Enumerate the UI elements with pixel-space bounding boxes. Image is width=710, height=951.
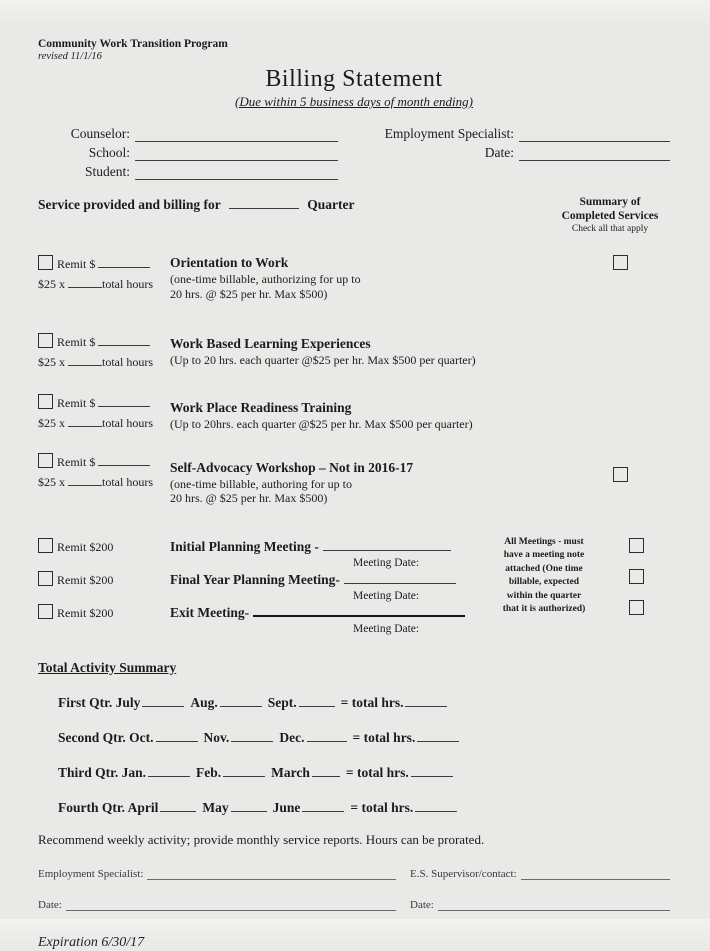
month-label: Aug. bbox=[190, 694, 218, 710]
remit-line bbox=[38, 604, 170, 621]
summary-of-completed-services bbox=[550, 195, 670, 234]
school-label: School: bbox=[88, 145, 130, 160]
prorate-note: Recommend weekly activity; provide monthly service reports. Hours can be prorated. bbox=[38, 831, 485, 847]
remit-amount-field[interactable] bbox=[98, 256, 150, 268]
remit-line bbox=[38, 453, 170, 470]
summary-note: Check all that apply bbox=[571, 224, 649, 234]
month-label: Feb. bbox=[196, 764, 222, 780]
month-hours-field[interactable] bbox=[223, 765, 265, 777]
supervisor-date-label: Date: bbox=[410, 898, 434, 911]
document-title: Billing Statement bbox=[265, 66, 443, 92]
rate-line bbox=[38, 354, 170, 370]
rate-line bbox=[38, 415, 170, 431]
student-field[interactable] bbox=[135, 166, 338, 180]
quarter-field[interactable] bbox=[229, 197, 299, 209]
es-signature-line[interactable] bbox=[147, 868, 396, 880]
meeting-remit-column bbox=[38, 538, 170, 637]
remit-checkbox[interactable] bbox=[38, 538, 53, 553]
signature-row-1 bbox=[38, 864, 670, 880]
remit-200-label: Remit $200 bbox=[57, 539, 114, 554]
quarter-label: Second Qtr. Oct. bbox=[58, 729, 154, 745]
summary-line-2: Completed Services bbox=[561, 210, 659, 222]
student-label: Student: bbox=[84, 164, 130, 179]
service-title: Self-Advocacy Workshop – Not in 2016-17 bbox=[170, 459, 414, 475]
quarter-label: First Qtr. July bbox=[58, 694, 141, 710]
month-label: Dec. bbox=[279, 729, 305, 745]
rate-pre: $25 x bbox=[38, 355, 65, 369]
month-label: Sept. bbox=[267, 694, 297, 710]
remit-label: Remit $ bbox=[57, 396, 96, 410]
meetings-note-line: that it is authorized) bbox=[502, 604, 586, 614]
remit-line bbox=[38, 333, 170, 350]
meeting-name-field[interactable] bbox=[253, 604, 465, 617]
total-hours-field[interactable] bbox=[417, 730, 459, 742]
remit-checkbox[interactable] bbox=[38, 604, 53, 619]
es-signature-field bbox=[38, 864, 396, 880]
meeting-date-label: Meeting Date: bbox=[353, 622, 420, 635]
total-hrs-label: = total hrs. bbox=[350, 799, 414, 815]
meeting-title: Initial Planning Meeting - bbox=[170, 538, 319, 554]
date-row bbox=[362, 142, 670, 161]
service-block-orientation bbox=[38, 255, 670, 301]
meeting-summary-checkboxes bbox=[600, 538, 670, 637]
rate-line bbox=[38, 276, 170, 292]
month-hours-field[interactable] bbox=[160, 800, 196, 812]
meeting-title-row bbox=[170, 571, 488, 589]
service-text-3 bbox=[170, 400, 613, 432]
meeting-date-label: Meeting Date: bbox=[353, 556, 420, 569]
rate-post: total hours bbox=[102, 474, 153, 489]
employment-specialist-field[interactable] bbox=[519, 128, 670, 142]
month-hours-field[interactable] bbox=[142, 695, 184, 707]
service-desc bbox=[170, 417, 613, 432]
summary-line-1: Summary of bbox=[579, 196, 641, 208]
rate-post: total hours bbox=[102, 277, 153, 291]
rate-pre: $25 x bbox=[38, 474, 65, 489]
supervisor-field bbox=[410, 864, 670, 880]
es-date-line[interactable] bbox=[66, 899, 396, 911]
service-billing-tail: Quarter bbox=[307, 197, 355, 212]
due-note: (Due within 5 business days of month ending) bbox=[235, 94, 473, 109]
service-title: Orientation to Work bbox=[170, 255, 289, 270]
supervisor-label: E.S. Supervisor/contact: bbox=[410, 867, 517, 880]
remit-checkbox[interactable] bbox=[38, 571, 53, 586]
total-hours-field[interactable] bbox=[415, 800, 457, 812]
month-hours-field[interactable] bbox=[156, 730, 198, 742]
hours-field[interactable] bbox=[68, 354, 102, 366]
month-hours-field[interactable] bbox=[231, 730, 273, 742]
meetings-note-line: billable, expected bbox=[508, 577, 580, 587]
service-title: Work Place Readiness Training bbox=[170, 400, 352, 415]
first-quarter-row bbox=[58, 695, 670, 711]
meeting-title-row bbox=[170, 604, 488, 622]
es-date-label: Date: bbox=[38, 898, 62, 911]
meeting-title: Exit Meeting- bbox=[170, 604, 250, 620]
third-quarter-row bbox=[58, 765, 670, 781]
month-label: June bbox=[272, 799, 301, 815]
meetings-note-line: within the quarter bbox=[506, 590, 582, 601]
service-remit-4 bbox=[38, 453, 170, 490]
fourth-quarter-row bbox=[58, 800, 670, 816]
meeting-name-field[interactable] bbox=[344, 572, 456, 584]
date-field[interactable] bbox=[519, 147, 670, 161]
service-desc-line: (Up to 20 hrs. each quarter @$25 per hr. Max $500 per quarter) bbox=[170, 353, 476, 367]
final-year-planning-meeting bbox=[170, 571, 488, 602]
summary-checkbox[interactable] bbox=[629, 569, 644, 584]
service-text-2 bbox=[170, 336, 613, 368]
rate-line bbox=[38, 474, 170, 490]
month-hours-field[interactable] bbox=[148, 765, 190, 777]
rate-post: total hours bbox=[102, 416, 153, 430]
rate-pre: $25 x bbox=[38, 416, 65, 430]
es-signature-label: Employment Specialist: bbox=[38, 867, 144, 880]
month-hours-field[interactable] bbox=[299, 695, 335, 707]
remit-line bbox=[38, 394, 170, 411]
summary-checkbox[interactable] bbox=[629, 538, 644, 553]
remit-amount-field[interactable] bbox=[98, 395, 150, 407]
hours-field[interactable] bbox=[68, 276, 102, 288]
remit-200-label: Remit $200 bbox=[57, 605, 114, 620]
info-fields bbox=[38, 123, 670, 180]
service-remit-1 bbox=[38, 255, 170, 292]
remit-checkbox[interactable] bbox=[38, 453, 53, 468]
service-desc bbox=[170, 353, 613, 368]
hours-field[interactable] bbox=[68, 474, 102, 486]
remit-checkbox[interactable] bbox=[38, 333, 53, 348]
service-text-1 bbox=[170, 255, 613, 301]
rate-pre: $25 x bbox=[38, 277, 65, 291]
service-desc-line: 20 hrs. @ $25 per hr. Max $500) bbox=[170, 286, 328, 301]
service-header bbox=[38, 197, 670, 234]
remit-line bbox=[38, 538, 170, 555]
meeting-name-field[interactable] bbox=[323, 539, 451, 551]
remit-line bbox=[38, 571, 170, 588]
summary-checkbox[interactable] bbox=[613, 255, 628, 270]
service-desc-line: 20 hrs. @ $25 per hr. Max $500) bbox=[170, 491, 328, 505]
remit-amount-field[interactable] bbox=[98, 454, 150, 466]
quarter-label: Fourth Qtr. April bbox=[58, 799, 159, 815]
service-desc bbox=[170, 272, 613, 301]
month-hours-field[interactable] bbox=[302, 800, 344, 812]
meetings-note-line: All Meetings - must bbox=[504, 536, 584, 547]
service-text-4 bbox=[170, 460, 613, 506]
summary-checkbox[interactable] bbox=[613, 467, 628, 482]
es-date-field bbox=[38, 895, 396, 911]
service-block-self-advocacy bbox=[38, 453, 670, 506]
remit-amount-field[interactable] bbox=[98, 334, 150, 346]
all-meetings-note bbox=[488, 536, 600, 637]
expiration-note: Expiration 6/30/17 bbox=[38, 934, 145, 950]
hours-field[interactable] bbox=[68, 415, 102, 427]
month-hours-field[interactable] bbox=[312, 765, 340, 777]
revision-note: revised 11/1/16 bbox=[38, 51, 102, 62]
total-hrs-label: = total hrs. bbox=[345, 764, 409, 780]
school-field[interactable] bbox=[135, 147, 338, 161]
info-left-column bbox=[38, 123, 338, 180]
total-hrs-label: = total hrs. bbox=[352, 729, 416, 745]
service-remit-2 bbox=[38, 333, 170, 370]
student-row bbox=[38, 161, 338, 180]
signature-row-2 bbox=[38, 895, 670, 911]
supervisor-date-field bbox=[410, 895, 670, 911]
total-activity-summary-heading: Total Activity Summary bbox=[38, 659, 177, 675]
month-label: March bbox=[271, 764, 310, 780]
service-desc-line: (Up to 20hrs. each quarter @$25 per hr. Max $500 per quarter) bbox=[170, 417, 473, 431]
counselor-field[interactable] bbox=[135, 128, 338, 142]
month-label: Nov. bbox=[203, 729, 230, 745]
counselor-label: Counselor: bbox=[70, 126, 130, 141]
second-quarter-row bbox=[58, 730, 670, 746]
service-block-readiness bbox=[38, 394, 670, 432]
initial-planning-meeting bbox=[170, 538, 488, 569]
service-title: Work Based Learning Experiences bbox=[170, 336, 371, 351]
quarter-label: Third Qtr. Jan. bbox=[58, 764, 147, 780]
program-title: Community Work Transition Program bbox=[38, 38, 228, 50]
service-desc-line: (one-time billable, authoring for up to bbox=[170, 476, 352, 491]
employment-specialist-label: Employment Specialist: bbox=[384, 126, 514, 141]
info-right-column bbox=[362, 123, 670, 180]
total-hours-field[interactable] bbox=[405, 695, 447, 707]
meetings-section bbox=[38, 538, 670, 637]
remit-label: Remit $ bbox=[57, 335, 96, 349]
month-hours-field[interactable] bbox=[307, 730, 347, 742]
service-block-work-based bbox=[38, 333, 670, 370]
month-label: May bbox=[202, 799, 229, 815]
remit-label: Remit $ bbox=[57, 257, 96, 271]
supervisor-line[interactable] bbox=[521, 868, 670, 880]
meetings-note-line: attached (One time bbox=[505, 563, 583, 574]
total-hours-field[interactable] bbox=[411, 765, 453, 777]
remit-label: Remit $ bbox=[57, 454, 96, 469]
total-hrs-label: = total hrs. bbox=[340, 694, 404, 710]
remit-200-label: Remit $200 bbox=[57, 572, 114, 587]
meeting-title-row bbox=[170, 538, 488, 556]
service-remit-3 bbox=[38, 394, 170, 431]
service-billing-lead: Service provided and billing for bbox=[38, 197, 221, 212]
exit-meeting bbox=[170, 604, 488, 635]
school-row bbox=[38, 142, 338, 161]
counselor-row bbox=[38, 123, 338, 142]
meeting-titles-column bbox=[170, 538, 488, 637]
summary-checkbox[interactable] bbox=[629, 600, 644, 615]
meetings-note-line: have a meeting note bbox=[503, 550, 585, 560]
meeting-title: Final Year Planning Meeting- bbox=[170, 571, 340, 587]
remit-checkbox[interactable] bbox=[38, 255, 53, 270]
remit-line bbox=[38, 255, 170, 272]
service-billing-line bbox=[38, 197, 355, 234]
service-desc bbox=[170, 477, 613, 506]
date-label: Date: bbox=[484, 145, 514, 160]
month-hours-field[interactable] bbox=[231, 800, 267, 812]
rate-post: total hours bbox=[102, 355, 153, 369]
meeting-date-label: Meeting Date: bbox=[353, 589, 420, 602]
service-desc-line: (one-time billable, authorizing for up to bbox=[170, 272, 361, 286]
employment-specialist-row bbox=[362, 123, 670, 142]
remit-checkbox[interactable] bbox=[38, 394, 53, 409]
supervisor-date-line[interactable] bbox=[438, 899, 670, 911]
month-hours-field[interactable] bbox=[220, 695, 262, 707]
